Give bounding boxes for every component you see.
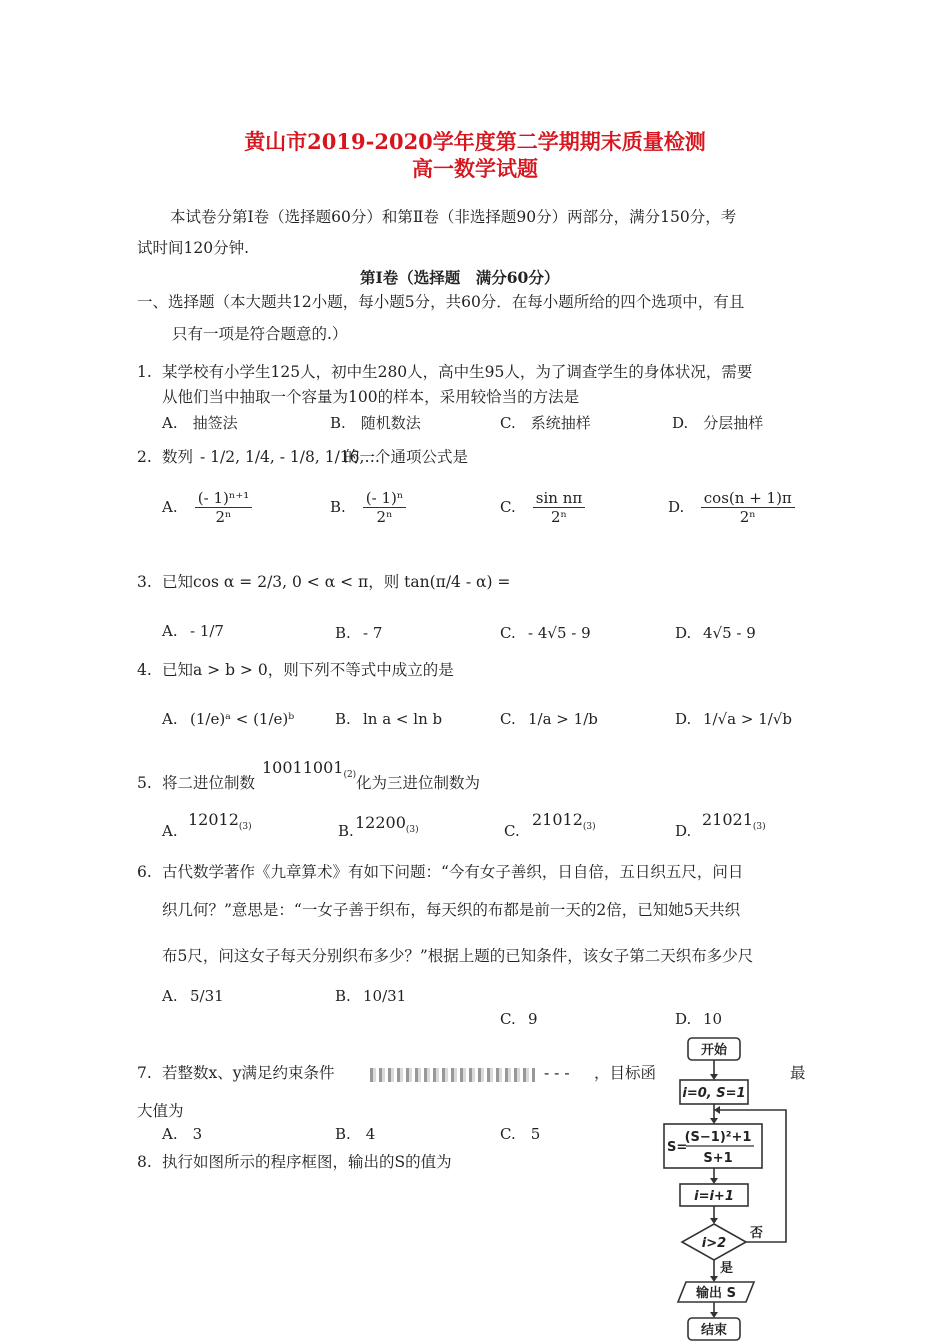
flowchart-start-label: 开始 xyxy=(700,1043,728,1058)
q2-b-numerator: (- 1)ⁿ xyxy=(365,489,404,507)
q5-number: 5. xyxy=(137,774,152,792)
q8-number: 8. xyxy=(137,1153,152,1171)
q5-c-base: (3) xyxy=(582,822,596,833)
q5-option-d xyxy=(702,810,766,832)
q6-b-value: 10/31 xyxy=(363,987,407,1005)
q5-option-a xyxy=(188,810,252,832)
part1-heading: 第Ⅰ卷（选择题 满分60分） xyxy=(360,268,560,287)
q1-line1: 某学校有小学生125人，初中生280人，高中生95人，为了调查学生的身体状况，需要 xyxy=(162,363,753,381)
q6-d-value: 10 xyxy=(703,1010,723,1028)
q2-suffix: 的一个通项公式是 xyxy=(344,448,469,466)
q2-b-denominator: 2ⁿ xyxy=(363,507,407,526)
q1-option-b: B. 随机数法 xyxy=(330,414,421,432)
q3-text: 已知cos α = 2/3, 0 < α < π，则 tan(π/4 - α) = xyxy=(162,573,511,591)
q7-text-b: ，目标函 xyxy=(594,1064,657,1082)
flowchart-assign-numerator: (S−1)²+1 xyxy=(684,1130,752,1145)
q7-line2: 大值为 xyxy=(137,1102,184,1120)
q7-number: 7. xyxy=(137,1064,152,1082)
q3-option-c: C. - 4√5 - 9 xyxy=(500,624,591,642)
q6-option-a: A. 5/31 xyxy=(162,987,224,1005)
q7-option-b: B. 4 xyxy=(335,1125,376,1143)
q6-option-d: D. 10 xyxy=(675,1010,723,1028)
q4-b-value: ln a < ln b xyxy=(363,710,443,728)
flowchart-init-label: i=0, S=1 xyxy=(682,1086,746,1101)
q2-option-a: A. $\frac{\text{(- 1)ⁿ⁺¹}}{\text{2ⁿ}}$ xyxy=(162,489,252,526)
exam-title-line2: 高一数学试题 xyxy=(412,156,538,181)
section-instructions-line2: 只有一项是符合题意的.） xyxy=(172,325,348,343)
q5-d-value: 21021 xyxy=(702,810,753,829)
q3-a-value: - 1/7 xyxy=(190,622,224,640)
q3-b-value: - 7 xyxy=(363,624,383,642)
q2-a-numerator: (- 1)ⁿ⁺¹ xyxy=(197,489,250,507)
exam-title-line1: 黄山市2019-2020学年度第二学期期末质量检测 xyxy=(244,129,706,154)
q7-dashes: - - - xyxy=(544,1064,570,1082)
q7-text-c: 最 xyxy=(790,1064,806,1082)
flowchart-yes-label: 是 xyxy=(720,1261,734,1276)
q2-number: 2. xyxy=(137,448,152,466)
q5-c-value: 21012 xyxy=(532,810,583,829)
q5-prefix: 将二进位制数 xyxy=(162,774,256,792)
flowchart-assign-denominator: S+1 xyxy=(703,1151,733,1166)
q5-b-base: (3) xyxy=(405,825,419,836)
q2-option-d: D. $\frac{\cos(n + 1)\pi}{\text{2ⁿ}}$ xyxy=(668,489,795,526)
q4-option-b: B. ln a < ln b xyxy=(335,710,443,728)
intro-line2: 试时间120分钟. xyxy=(137,239,250,257)
q7-option-a: A. 3 xyxy=(162,1125,203,1143)
q3-number: 3. xyxy=(137,573,152,591)
q2-option-c: C. $\frac{\text{sin nπ}}{\text{2ⁿ}}$ xyxy=(500,489,585,526)
q5-option-c-label: C. xyxy=(504,822,520,840)
q5-d-base: (3) xyxy=(752,822,766,833)
q3-option-b: B. - 7 xyxy=(335,624,383,642)
flowchart-output-label: 输出 S xyxy=(696,1286,736,1301)
q5-b-value: 12200 xyxy=(355,813,406,832)
q6-number: 6. xyxy=(137,863,152,881)
q3-option-d: D. 4√5 - 9 xyxy=(675,624,756,642)
q4-c-value: 1/a > 1/b xyxy=(528,710,598,728)
q3-d-value: 4√5 - 9 xyxy=(703,624,756,642)
section-instructions-line1: 一、选择题（本大题共12小题，每小题5分，共60分．在每小题所给的四个选项中，有且 xyxy=(137,293,745,311)
q6-line3: 布5尺，问这女子每天分别织布多少？”根据上题的已知条件，该女子第二天织布多少尺 xyxy=(162,947,754,965)
q5-suffix: 化为三进位制数为 xyxy=(356,774,481,792)
q2-c-denominator: 2ⁿ xyxy=(533,507,585,526)
q7-text-a: 若整数x、y满足约束条件 xyxy=(162,1064,335,1082)
q5-binary-base: (2) xyxy=(343,770,357,781)
q1-option-c: C. 系统抽样 xyxy=(500,414,591,432)
q6-line2: 织几何？”意思是：“一女子善于织布，每天织的布都是前一天的2倍，已知她5天共织 xyxy=(162,901,741,919)
q6-option-c: C. 9 xyxy=(500,1010,538,1028)
program-flowchart xyxy=(650,1030,810,1344)
q5-option-b-label: B. xyxy=(338,822,354,840)
q5-option-c xyxy=(532,810,596,832)
q6-a-value: 5/31 xyxy=(190,987,224,1005)
q4-option-a: A. (1/e)ᵃ < (1/e)ᵇ xyxy=(162,710,295,728)
q6-c-value: 9 xyxy=(528,1010,538,1028)
q2-c-numerator: sin nπ xyxy=(535,489,583,507)
q6-option-b: B. 10/31 xyxy=(335,987,407,1005)
q4-d-value: 1/√a > 1/√b xyxy=(703,710,792,728)
q2-d-denominator: 2ⁿ xyxy=(701,507,795,526)
q2-a-denominator: 2ⁿ xyxy=(195,507,253,526)
q5-binary xyxy=(262,758,356,780)
q7-constraint-image xyxy=(370,1064,535,1083)
q1-line2: 从他们当中抽取一个容量为100的样本，采用较恰当的方法是 xyxy=(162,388,580,406)
q5-a-value: 12012 xyxy=(188,810,239,829)
q3-option-a: A. - 1/7 xyxy=(162,622,224,640)
q4-a-value: (1/e)ᵃ < (1/e)ᵇ xyxy=(190,710,295,728)
intro-line1: 本试卷分第Ⅰ卷（选择题60分）和第Ⅱ卷（非选择题90分）两部分，满分150分，考 xyxy=(170,208,737,226)
q1-option-a: A. 抽签法 xyxy=(162,414,238,432)
q3-c-value: - 4√5 - 9 xyxy=(528,624,591,642)
q4-option-d: D. 1/√a > 1/√b xyxy=(675,710,792,728)
flowchart-increment-label: i=i+1 xyxy=(694,1189,734,1204)
q5-option-d-label: D. xyxy=(675,822,692,840)
q2-sequence: - 1/2, 1/4, - 1/8, 1/16,… xyxy=(200,448,380,466)
flowchart-assign-prefix: S= xyxy=(667,1140,688,1155)
q7-option-c: C. 5 xyxy=(500,1125,541,1143)
q5-a-base: (3) xyxy=(238,822,252,833)
q8-text: 执行如图所示的程序框图，输出的S的值为 xyxy=(162,1153,452,1171)
flowchart-condition-label: i>2 xyxy=(701,1236,727,1251)
q5-binary-value: 10011001 xyxy=(262,758,344,777)
flowchart-no-label: 否 xyxy=(750,1226,764,1241)
q4-number: 4. xyxy=(137,661,152,679)
q5-option-a-label: A. xyxy=(162,822,178,840)
q2-prefix: 数列 xyxy=(162,448,194,466)
q4-text: 已知a > b > 0，则下列不等式中成立的是 xyxy=(162,661,454,679)
q5-option-b xyxy=(355,813,419,835)
q2-d-numerator: cos(n + 1)π xyxy=(703,489,792,507)
q4-option-c: C. 1/a > 1/b xyxy=(500,710,598,728)
q1-number: 1. xyxy=(137,363,152,381)
flowchart-end-label: 结束 xyxy=(700,1323,728,1338)
q6-line1: 古代数学著作《九章算术》有如下问题：“今有女子善织，日自倍，五日织五尺，问日 xyxy=(162,863,744,881)
q2-option-b: B. $\frac{\text{(- 1)ⁿ}}{\text{2ⁿ}}$ xyxy=(330,489,406,526)
q1-option-d: D. 分层抽样 xyxy=(672,414,764,432)
